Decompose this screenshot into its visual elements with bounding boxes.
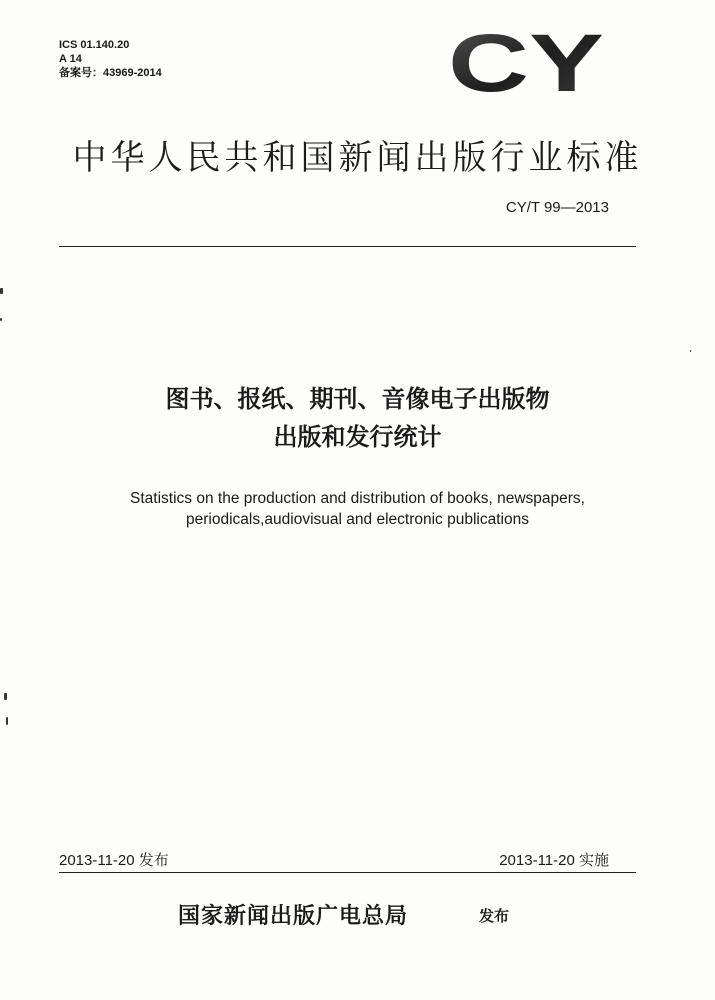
chinese-title xyxy=(0,380,715,456)
scan-speck xyxy=(0,288,3,294)
cy-logo xyxy=(448,28,606,96)
scan-speck xyxy=(0,318,2,321)
classification-block xyxy=(59,38,162,80)
english-title xyxy=(0,488,715,530)
standard-code: CY/T 99—2013 xyxy=(505,199,609,216)
classification-code: A 14 xyxy=(59,53,82,65)
logo-text: CY xyxy=(448,28,604,96)
issue-action: 发布 xyxy=(479,908,510,925)
scan-speck xyxy=(6,717,8,725)
issuing-authority: 国家新闻出版广电总局 xyxy=(178,903,409,929)
footer-divider xyxy=(59,872,636,873)
english-title-line-2: periodicals,audiovisual and electronic publications xyxy=(186,511,529,528)
standard-title: 中华人民共和国新闻出版行业标准 xyxy=(72,138,643,178)
record-number: 备案号：43969-2014 xyxy=(59,67,162,79)
ics-code: ICS 01.140.20 xyxy=(59,39,130,51)
publish-date: 2013-11-20 发布 xyxy=(59,852,169,869)
scan-speck xyxy=(4,693,7,700)
chinese-title-line-2: 出版和发行统计 xyxy=(273,423,442,451)
header-divider xyxy=(59,246,636,247)
chinese-title-line-1: 图书、报纸、期刊、音像电子出版物 xyxy=(165,385,550,413)
scan-speck xyxy=(690,350,691,352)
implement-date: 2013-11-20 实施 xyxy=(499,852,609,869)
english-title-line-1: Statistics on the production and distribution of books, newspapers, xyxy=(130,490,585,507)
